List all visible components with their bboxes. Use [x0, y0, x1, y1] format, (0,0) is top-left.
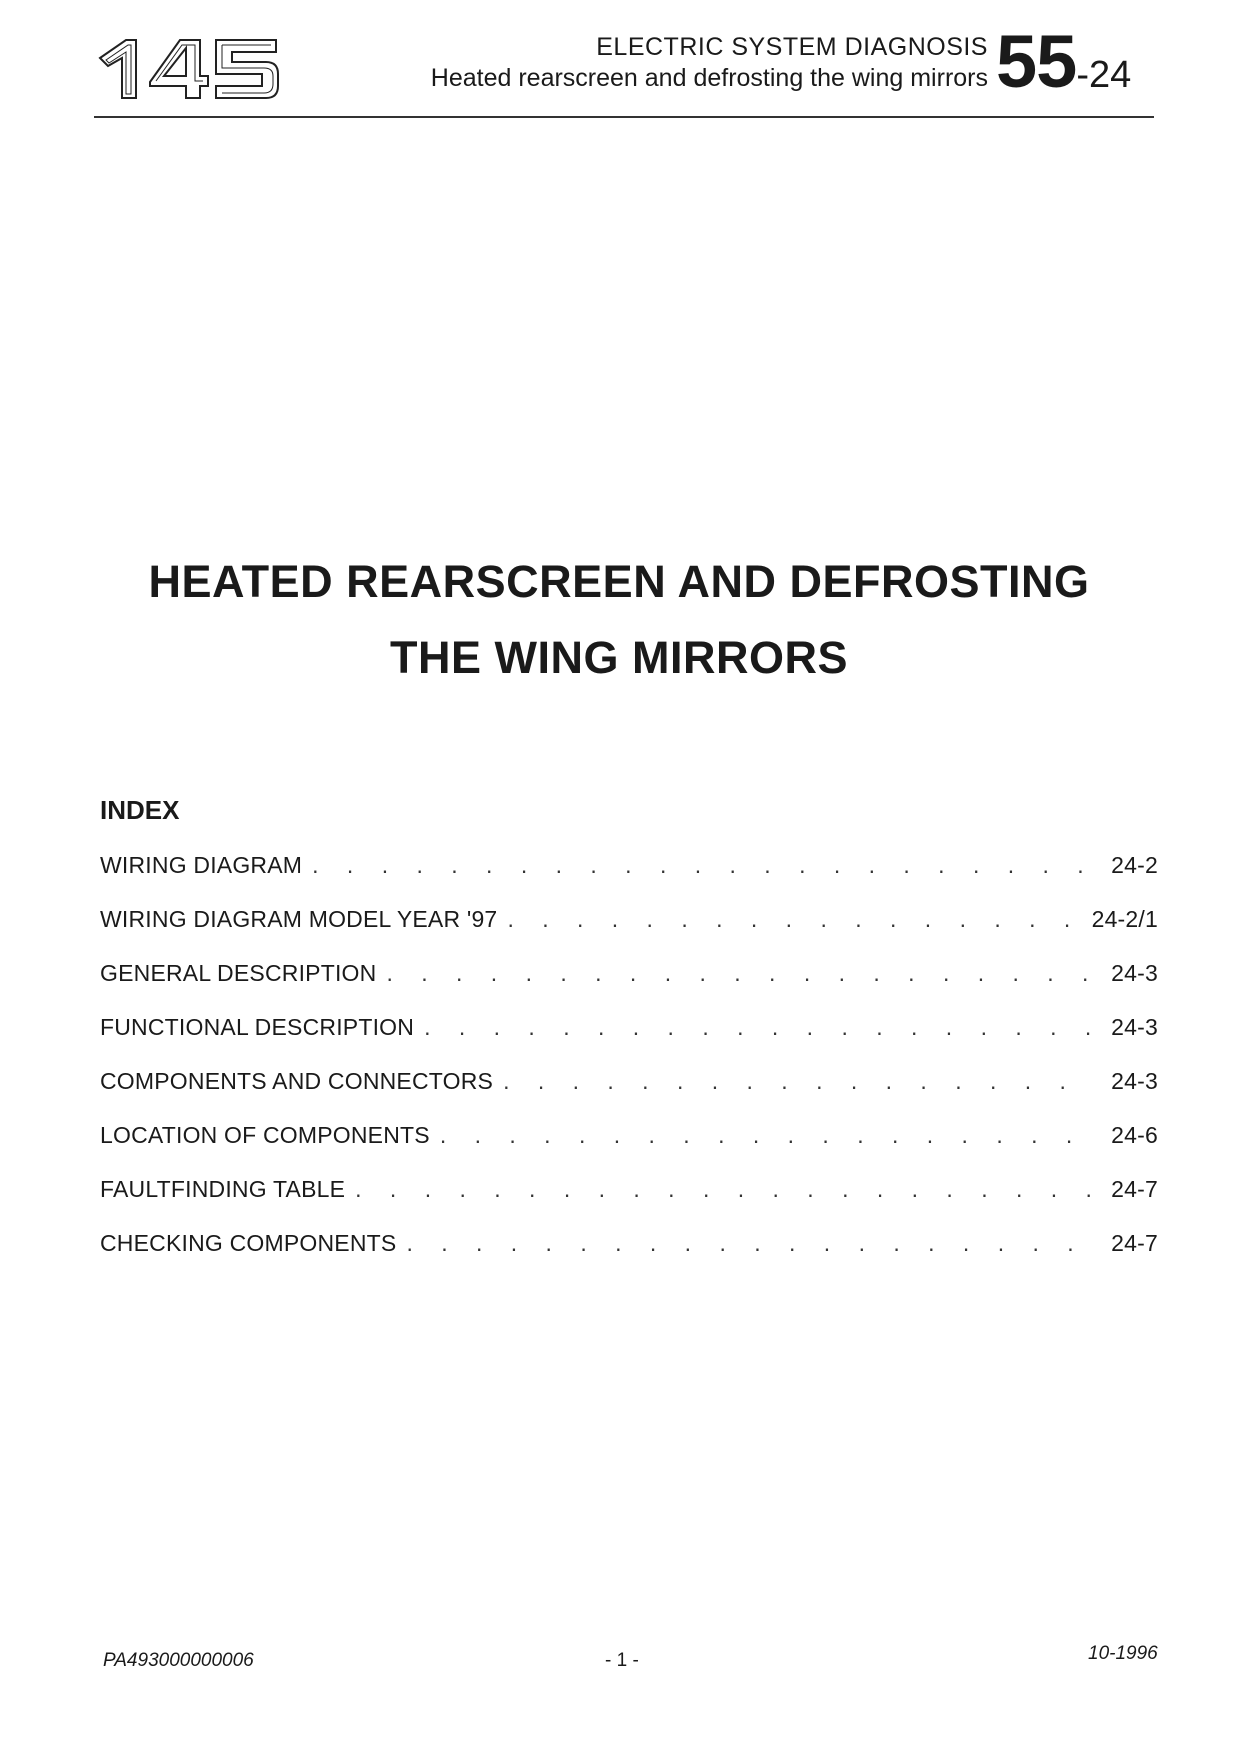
- index-entry-label: WIRING DIAGRAM: [100, 852, 303, 878]
- index-entry-page: 24-7: [1111, 1176, 1158, 1202]
- page-title-line-1: HEATED REARSCREEN AND DEFROSTING: [148, 556, 1090, 607]
- edition-date: 10-1996: [1088, 1643, 1158, 1664]
- dot-leader: [507, 906, 1081, 933]
- index-entry-label: COMPONENTS AND CONNECTORS: [100, 1068, 494, 1094]
- running-header: [431, 32, 988, 94]
- page-number: - 1 -: [605, 1650, 639, 1671]
- header-section-title: ELECTRIC SYSTEM DIAGNOSIS: [596, 33, 988, 61]
- index-entry-label: WIRING DIAGRAM MODEL YEAR '97: [100, 906, 498, 932]
- index-entry: [100, 1122, 1158, 1176]
- index-list: [100, 852, 1158, 1284]
- dot-leader: [440, 1122, 1094, 1149]
- index-entry-label: CHECKING COMPONENTS: [100, 1230, 397, 1256]
- index-entry-label: LOCATION OF COMPONENTS: [100, 1122, 430, 1148]
- dot-leader: [424, 1014, 1094, 1041]
- index-entry-label: FUNCTIONAL DESCRIPTION: [100, 1014, 415, 1040]
- page-title-line-2: THE WING MIRRORS: [390, 632, 848, 683]
- dot-leader: [355, 1176, 1094, 1203]
- dot-leader: [386, 960, 1094, 987]
- index-entry-page: 24-3: [1111, 1014, 1158, 1040]
- index-entry-page: 24-6: [1111, 1122, 1158, 1148]
- index-entry: [100, 1068, 1158, 1122]
- dot-leader: [503, 1068, 1094, 1095]
- header-chapter-title: Heated rearscreen and defrosting the wing mirrors: [430, 64, 988, 92]
- index-entry-label: FAULTFINDING TABLE: [100, 1176, 346, 1202]
- model-145-logo: [96, 36, 282, 102]
- index-entry: [100, 960, 1158, 1014]
- index-entry-label: GENERAL DESCRIPTION: [100, 960, 377, 986]
- section-number-main: 55: [996, 20, 1077, 103]
- index-entry: [100, 1176, 1158, 1230]
- header-divider: [94, 116, 1154, 118]
- dot-leader: [312, 852, 1094, 879]
- index-entry-page: 24-3: [1111, 1068, 1158, 1094]
- section-number-sub: -24: [1076, 54, 1132, 96]
- index-entry-page: 24-2: [1111, 852, 1158, 878]
- index-entry: [100, 852, 1158, 906]
- index-entry: [100, 1230, 1158, 1284]
- index-entry: [100, 1014, 1158, 1068]
- index-entry-page: 24-7: [1111, 1230, 1158, 1256]
- index-heading: INDEX: [100, 795, 180, 825]
- document-code: PA493000000006: [103, 1650, 254, 1671]
- index-entry-page: 24-3: [1111, 960, 1158, 986]
- index-entry-page: 24-2/1: [1091, 906, 1158, 932]
- dot-leader: [406, 1230, 1094, 1257]
- index-entry: [100, 906, 1158, 960]
- section-number: [996, 22, 1131, 123]
